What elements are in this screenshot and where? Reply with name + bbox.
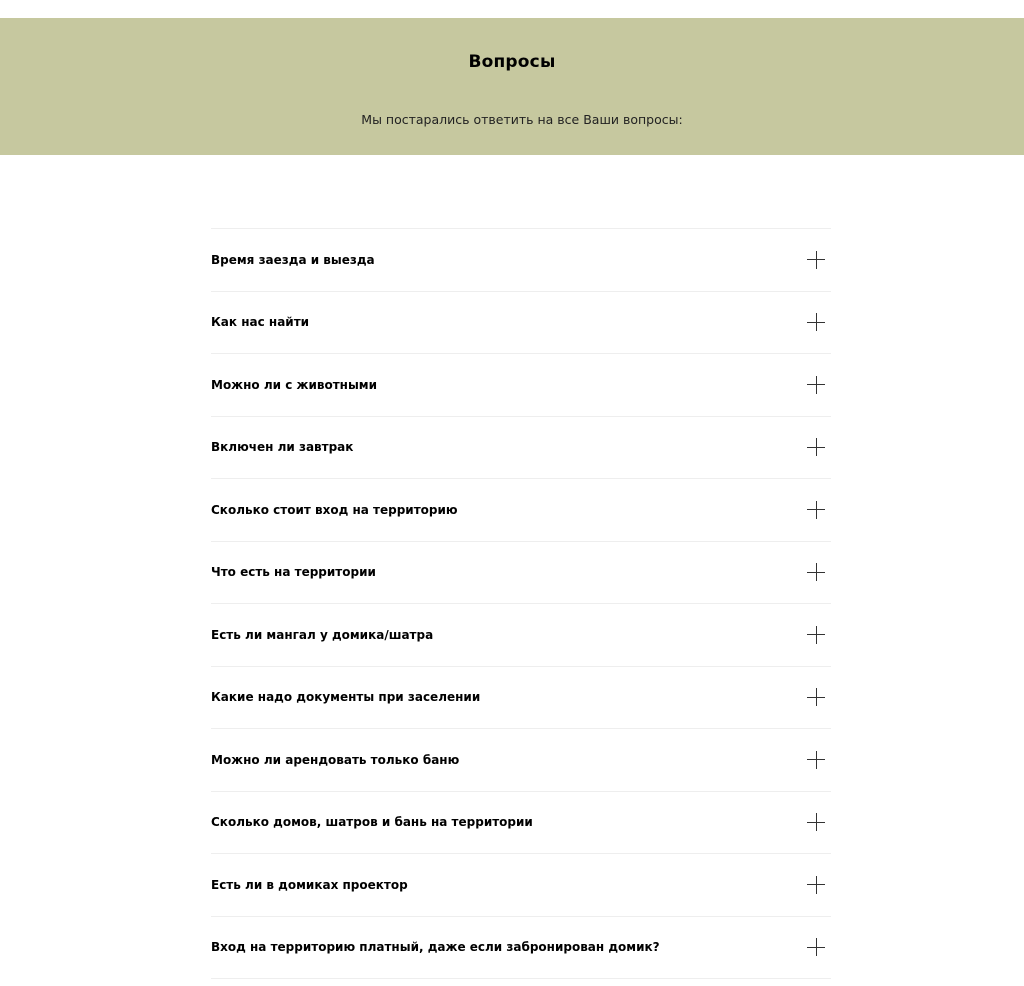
faq-question: Есть ли мангал у домика/шатра [211, 627, 434, 642]
page-title: Вопросы [468, 52, 556, 72]
faq-item-projector[interactable] [211, 854, 831, 917]
faq-item-entrance-fee[interactable] [211, 479, 831, 542]
plus-icon[interactable] [807, 813, 825, 831]
plus-icon[interactable] [807, 251, 825, 269]
faq-accordion [211, 228, 831, 979]
faq-item-pets[interactable] [211, 354, 831, 417]
faq-item-documents[interactable] [211, 667, 831, 730]
plus-icon[interactable] [807, 376, 825, 394]
faq-item-accommodation-count[interactable] [211, 792, 831, 855]
faq-question: Можно ли с животными [211, 377, 378, 392]
faq-question: Сколько стоит вход на территорию [211, 502, 458, 517]
plus-icon[interactable] [807, 563, 825, 581]
faq-question: Есть ли в домиках проектор [211, 877, 408, 892]
plus-icon[interactable] [807, 626, 825, 644]
plus-icon[interactable] [807, 751, 825, 769]
page-subtitle: Мы постарались ответить на все Ваши вопросы: [361, 112, 683, 127]
faq-question: Сколько домов, шатров и бань на территории [211, 815, 533, 830]
faq-question: Включен ли завтрак [211, 440, 354, 455]
faq-question: Можно ли арендовать только баню [211, 752, 460, 767]
plus-icon[interactable] [807, 688, 825, 706]
plus-icon[interactable] [807, 313, 825, 331]
faq-item-paid-entrance[interactable] [211, 917, 831, 980]
faq-item-how-to-find[interactable] [211, 292, 831, 355]
plus-icon[interactable] [807, 876, 825, 894]
faq-question: Как нас найти [211, 315, 310, 330]
faq-header [0, 18, 1024, 155]
faq-item-grill[interactable] [211, 604, 831, 667]
faq-item-sauna-only[interactable] [211, 729, 831, 792]
plus-icon[interactable] [807, 438, 825, 456]
plus-icon[interactable] [807, 938, 825, 956]
faq-question: Время заезда и выезда [211, 252, 375, 267]
faq-item-amenities[interactable] [211, 542, 831, 605]
faq-question: Что есть на территории [211, 565, 376, 580]
faq-question: Какие надо документы при заселении [211, 690, 481, 705]
faq-question: Вход на территорию платный, даже если забронирован домик? [211, 940, 660, 955]
faq-item-check-in-time[interactable] [211, 229, 831, 292]
faq-item-breakfast[interactable] [211, 417, 831, 480]
plus-icon[interactable] [807, 501, 825, 519]
